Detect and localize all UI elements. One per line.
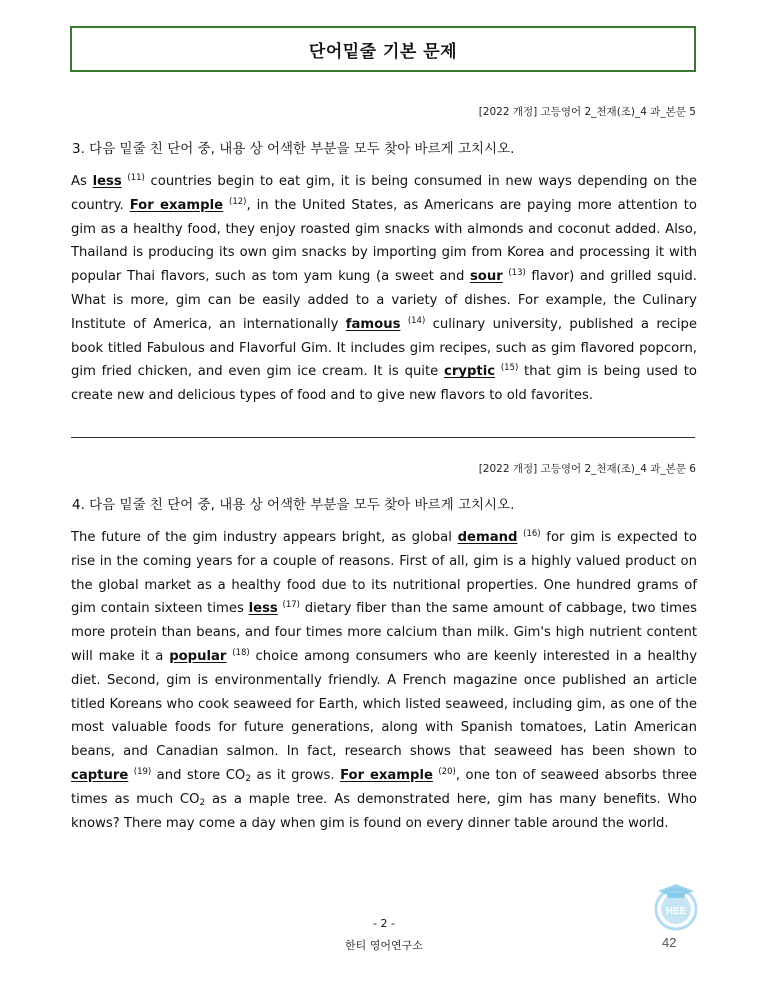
word-number-13: (13) — [508, 268, 526, 279]
underlined-word-16: demand — [457, 530, 518, 545]
underlined-word-18: popular — [169, 648, 227, 664]
q4-question: 4. 다음 밑줄 친 단어 중, 내용 상 어색한 부분을 모두 찾아 바르게 고치시오. — [72, 497, 515, 513]
graduation-cap-logo-icon — [650, 880, 702, 932]
worksheet-title: 단어밑줄 기본 문제 — [70, 26, 696, 72]
word-number-18: (18) — [232, 647, 250, 658]
q4-passage: The future of the gim industry appears bright, as global demand $^{(16)}$ for gim is expected to rise in the coming years for a couple of reasons. First of all, gim is a highly valued product on the global market as a healthy food due to its nutritional properties. One hundred grams of gim contain sixteen times less $^{(17)}$ dietary fiber than the same amount of cabbage, two times more protein than beans, and four times more calcium than milk. Gim's high nutrient content will make it a popular $^{(18)}$ choice among consumers who are keenly interested in a healthy diet. Second, gim is environmentally friendly. A French magazine once published an article titled Koreans who cook seaweed for Earth, which listed seaweed, including gim, as one of the most valuable foods for future generations, along with Spanish tomatoes, Latin American beans, and Canadian salmon. In fact, research shows that seaweed has been shown to capture $^{(19)}$ and store $CO_2$ as it grows. For example $^{(20)}$, one ton of seaweed absorbs three times as much $CO_2$ as a maple tree. As demonstrated here, gim has many benefits. Who knows? There may come a day when gim is found on every dinner table around the world. — [71, 529, 697, 831]
footer-institute: 한티 영어연구소 — [345, 939, 423, 952]
underlined-word-17: less — [248, 601, 278, 617]
word-number-12: (12) — [229, 196, 247, 207]
logo-number: 42 — [662, 935, 677, 950]
underlined-word-20: For example — [340, 767, 433, 783]
underlined-word-13: sour — [469, 269, 503, 285]
underlined-word-12: For example — [129, 197, 224, 213]
word-number-19: (19) — [133, 766, 152, 777]
word-number-11: (11) — [127, 173, 145, 183]
word-number-15: (15) — [500, 363, 519, 374]
word-number-20: (20) — [438, 766, 456, 777]
page-number: - 2 - — [373, 917, 395, 930]
word-number-17: (17) — [282, 600, 300, 611]
q3-source: [2022 개정] 고등영어 2_천재(조)_4 과_본문 5 — [478, 106, 696, 118]
word-number-16: (16) — [523, 529, 541, 539]
underlined-word-11: less — [92, 174, 122, 189]
logo-text: HEE — [665, 906, 687, 917]
q3-question: 3. 다음 밑줄 친 단어 중, 내용 상 어색한 부분을 모두 찾아 바르게 고치시오. — [72, 141, 515, 157]
section-divider — [71, 437, 695, 438]
q3-passage: As less $^{(11)}$ countries begin to eat gim, it is being consumed in new ways depending on the country. For example $^{(12)}$, in the United States, as Americans are paying more attention to gim as a healthy food, they enjoy roasted gim snacks with almonds and coconut added. Also, Thailand is producing its own gim snacks by importing gim from Korea and processing it with popular Thai flavors, such as tom yam kung (a sweet and sour $^{(13)}$ flavor) and grilled squid. What is more, gim can be easily added to a variety of dishes. For example, the Culinary Institute of America, an internationally famous $^{(14)}$ culinary university, published a recipe book titled Fabulous and Flavorful Gim. It includes gim recipes, such as gim flavored popcorn, gim fried chicken, and even gim ice cream. It is quite cryptic $^{(15)}$ that gim is being used to create new and delicious types of food and to give new flavors to old favorites. — [71, 173, 698, 404]
underlined-word-19: capture — [71, 767, 129, 783]
underlined-word-15: cryptic — [444, 364, 496, 380]
underlined-word-14: famous — [345, 316, 401, 332]
q4-source: [2022 개정] 고등영어 2_천재(조)_4 과_본문 6 — [478, 463, 696, 475]
word-number-14: (14) — [407, 315, 426, 326]
